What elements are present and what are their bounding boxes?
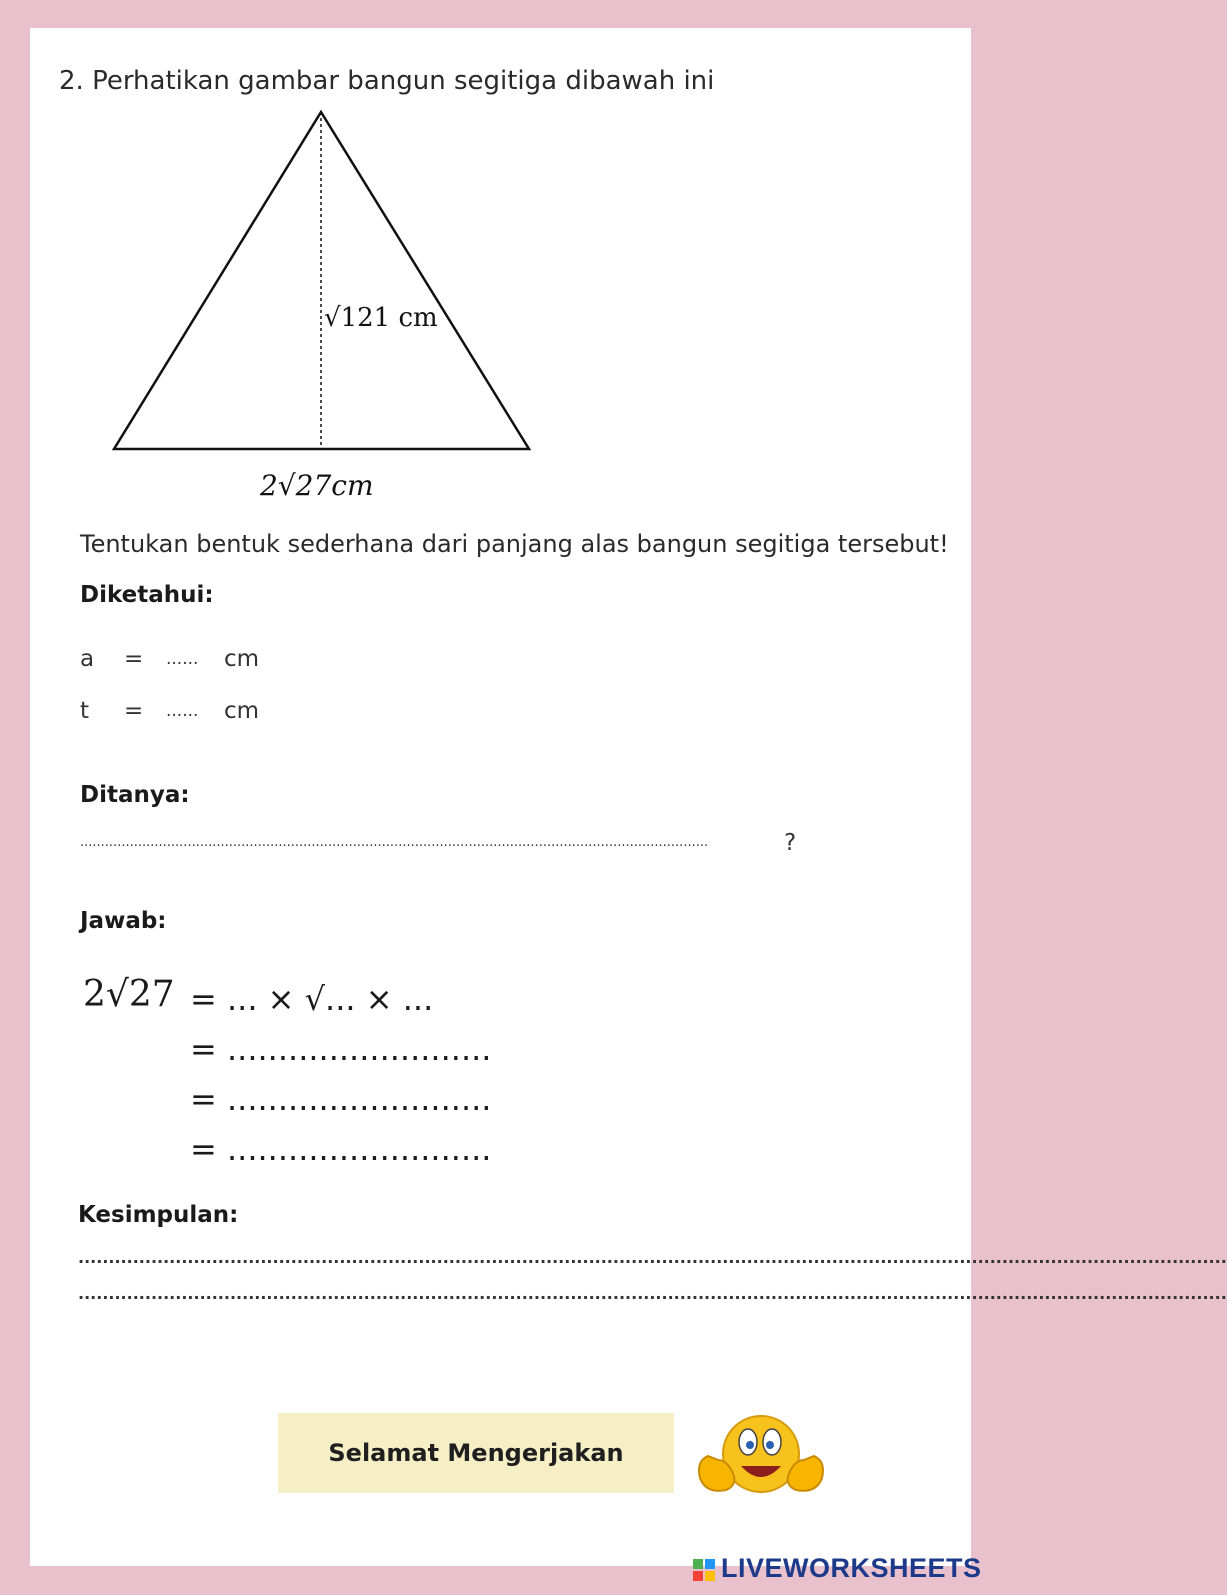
kesimpulan-heading: Kesimpulan:	[78, 1202, 239, 1228]
known-blank-a[interactable]: ......	[166, 649, 199, 669]
kesimpulan-line-2[interactable]: .............................................................................................................................................................................................	[78, 1284, 1227, 1303]
jawab-line-3[interactable]: = ..........................	[190, 1080, 492, 1118]
logo-text: LIVEWORKSHEETS	[721, 1553, 982, 1583]
question-title: 2. Perhatikan gambar bangun segitiga dibawah ini	[59, 66, 715, 96]
known-eq-a: =	[124, 646, 144, 672]
jawab-lhs: 2√27	[83, 974, 175, 1015]
ditanya-blank[interactable]: ........................................................................................................................................................	[80, 835, 709, 850]
banner-text: Selamat Mengerjakan	[328, 1439, 624, 1467]
jawab-line-4[interactable]: = ..........................	[190, 1130, 492, 1168]
footer-banner	[278, 1413, 674, 1493]
known-unit-t: cm	[224, 698, 260, 724]
known-unit-a: cm	[224, 646, 260, 672]
question-prompt: Tentukan bentuk sederhana dari panjang alas bangun segitiga tersebut!	[80, 530, 949, 558]
known-var-t: t	[80, 698, 90, 724]
kesimpulan-line-1[interactable]: .............................................................................................................................................................................................	[78, 1248, 1227, 1267]
logo-grid-icon	[693, 1559, 717, 1583]
jawab-line-1[interactable]: = ... × √... × ...	[190, 980, 434, 1018]
height-label: √121 cm	[324, 303, 438, 333]
diketahui-heading: Diketahui:	[80, 582, 214, 608]
known-eq-t: =	[124, 698, 144, 724]
ditanya-heading: Ditanya:	[80, 782, 190, 808]
jawab-heading: Jawab:	[80, 908, 167, 934]
base-label: 2√27cm	[260, 469, 374, 502]
triangle-figure	[100, 100, 550, 500]
thumbs-up-emoji-icon	[686, 1406, 836, 1506]
known-var-a: a	[80, 646, 95, 672]
jawab-line-2[interactable]: = ..........................	[190, 1030, 492, 1068]
known-blank-t[interactable]: ......	[166, 701, 199, 721]
ditanya-question-mark: ?	[784, 830, 797, 856]
